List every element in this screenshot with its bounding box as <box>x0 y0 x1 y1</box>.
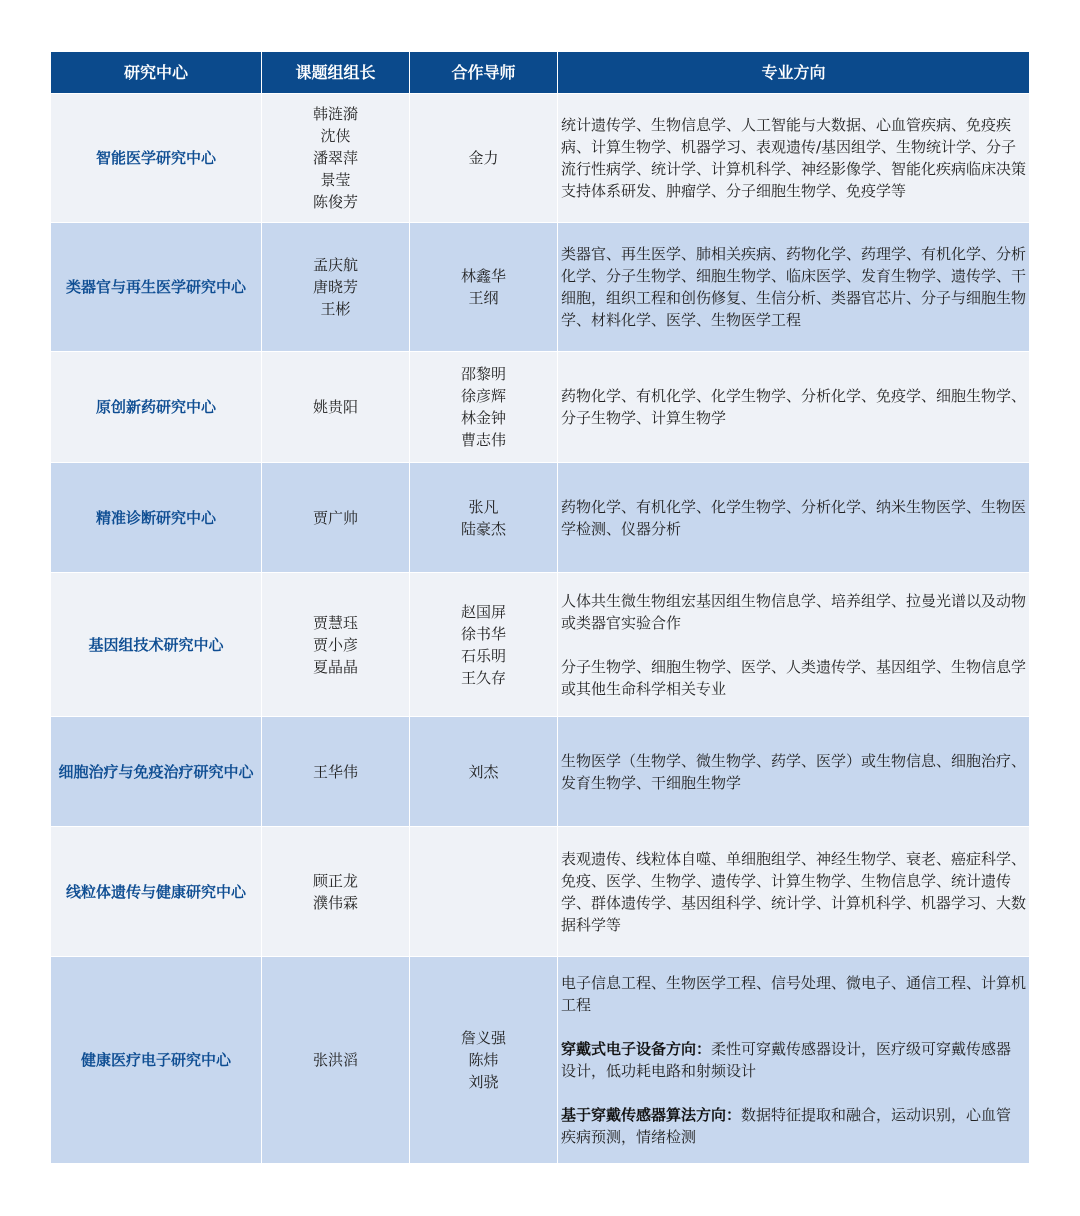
co-mentor-cell <box>410 573 558 717</box>
co-mentor-cell <box>410 827 558 957</box>
direction-cell <box>558 957 1029 1164</box>
group-leader: 张洪滔 <box>312 1051 358 1069</box>
group-leader-cell <box>262 94 410 223</box>
sub-direction <box>561 1038 1026 1082</box>
co-mentor: 林鑫华 <box>460 267 506 285</box>
co-mentor: 石乐明 <box>460 646 506 665</box>
direction-text: 统计遗传学、生物信息学、人工智能与大数据、心血管疾病、免疫疾病、计算生物学、机器学习、表观遗传/基因组学、生物统计学、分子流行性病学、统计学、计算机科学、神经影像学、智能化疾病临床决策支持体系研发、肿瘤学、分子细胞生物学、免疫学等 <box>561 116 1027 200</box>
group-leader-cell <box>262 717 410 827</box>
center-name-cell: 类器官与再生医学研究中心 <box>51 223 262 352</box>
center-name-cell: 细胞治疗与免疫治疗研究中心 <box>51 717 262 827</box>
group-leader-cell <box>262 352 410 463</box>
direction-cell <box>558 573 1029 717</box>
group-leader: 顾正龙 <box>312 871 358 890</box>
direction-cell <box>558 463 1029 573</box>
group-leader: 王华伟 <box>312 762 358 781</box>
group-leader: 景莹 <box>320 171 351 189</box>
co-mentor: 徐彦辉 <box>460 387 506 405</box>
group-leader: 陈俊芳 <box>312 193 358 211</box>
direction-text: 表观遗传、线粒体自噬、单细胞组学、神经生物学、衰老、癌症科学、免疫、医学、生物学、遗传学、计算生物学、生物信息学、统计遗传学、群体遗传学、基因组科学、统计学、计算机科学、机器学习、大数据科学等 <box>561 849 1027 934</box>
direction-cell <box>558 827 1029 957</box>
group-leader-cell <box>262 463 410 573</box>
group-leader-cell <box>262 573 410 717</box>
center-name-cell: 线粒体遗传与健康研究中心 <box>51 827 262 957</box>
group-leader-cell <box>262 223 410 352</box>
research-center-table <box>51 52 1029 1164</box>
center-name-cell: 基因组技术研究中心 <box>51 573 262 717</box>
sub-direction-text: 数据特征提取和融合，运动识别，心血管疾病预测，情绪检测 <box>561 1106 1012 1146</box>
group-leader: 濮伟霖 <box>312 893 358 912</box>
group-leader: 韩涟漪 <box>312 105 358 123</box>
group-leader: 潘翠萍 <box>312 149 358 167</box>
direction-text: 人体共生微生物组宏基因组生物信息学、培养组学、拉曼光谱以及动物或类器官实验合作 <box>561 591 1027 632</box>
co-mentor: 赵国屏 <box>460 602 506 621</box>
co-mentor: 詹义强 <box>460 1029 506 1047</box>
co-mentor: 邵黎明 <box>460 365 506 383</box>
sub-direction-label: 穿戴式电子设备方向： <box>561 1040 712 1058</box>
sub-direction <box>561 1104 1026 1148</box>
direction-text: 生物医学（生物学、微生物学、药学、医学）或生物信息、细胞治疗、发育生物学、干细胞生物学 <box>561 751 1027 792</box>
sub-direction-text: 柔性可穿戴传感器设计，医疗级可穿戴传感器设计，低功耗电路和射频设计 <box>561 1040 1012 1080</box>
center-name-cell: 智能医学研究中心 <box>51 94 262 223</box>
direction-cell <box>558 223 1029 352</box>
group-leader: 贾小彦 <box>312 635 358 654</box>
center-name-cell: 精准诊断研究中心 <box>51 463 262 573</box>
co-mentor: 徐书华 <box>460 624 506 643</box>
center-name-cell: 原创新药研究中心 <box>51 352 262 463</box>
direction-cell <box>558 352 1029 463</box>
co-mentor-cell <box>410 463 558 573</box>
direction-cell <box>558 94 1029 223</box>
group-leader: 贾慧珏 <box>312 613 358 632</box>
co-mentor: 陈炜 <box>468 1051 499 1069</box>
co-mentor-cell <box>410 957 558 1164</box>
group-leader: 孟庆航 <box>312 256 358 274</box>
direction-text: 分子生物学、细胞生物学、医学、人类遗传学、基因组学、生物信息学或其他生命科学相关专业 <box>561 657 1027 698</box>
sub-direction-label: 基于穿戴传感器算法方向： <box>561 1106 742 1124</box>
group-leader: 王彬 <box>320 300 351 318</box>
co-mentor: 陆豪杰 <box>460 519 506 538</box>
header-direction: 专业方向 <box>558 52 1029 94</box>
co-mentor: 曹志伟 <box>460 431 506 449</box>
group-leader: 沈侠 <box>320 127 351 145</box>
co-mentor: 王久存 <box>460 668 506 687</box>
co-mentor: 金力 <box>468 149 499 167</box>
group-leader-cell <box>262 957 410 1164</box>
group-leader: 贾广帅 <box>312 508 358 527</box>
direction-text: 药物化学、有机化学、化学生物学、分析化学、免疫学、细胞生物学、分子生物学、计算生物学 <box>561 387 1027 427</box>
header-leader: 课题组组长 <box>262 52 410 94</box>
group-leader: 夏晶晶 <box>312 657 358 676</box>
co-mentor: 张凡 <box>468 497 499 516</box>
co-mentor-cell <box>410 352 558 463</box>
header-center: 研究中心 <box>51 52 262 94</box>
co-mentor: 王纲 <box>468 289 499 307</box>
co-mentor: 刘骁 <box>468 1073 499 1091</box>
co-mentor-cell <box>410 223 558 352</box>
header-mentor: 合作导师 <box>410 52 558 94</box>
co-mentor-cell <box>410 94 558 223</box>
co-mentor: 林金钟 <box>460 409 506 427</box>
group-leader-cell <box>262 827 410 957</box>
group-leader: 唐晓芳 <box>312 278 358 296</box>
direction-text: 电子信息工程、生物医学工程、信号处理、微电子、通信工程、计算机工程 <box>561 974 1027 1014</box>
direction-cell <box>558 717 1029 827</box>
co-mentor: 刘杰 <box>468 762 499 781</box>
direction-text: 药物化学、有机化学、化学生物学、分析化学、纳米生物医学、生物医学检测、仪器分析 <box>561 497 1027 538</box>
co-mentor-cell <box>410 717 558 827</box>
center-name-cell: 健康医疗电子研究中心 <box>51 957 262 1164</box>
direction-text: 类器官、再生医学、肺相关疾病、药物化学、药理学、有机化学、分析化学、分子生物学、细胞生物学、临床医学、发育生物学、遗传学、干细胞，组织工程和创伤修复、生信分析、类器官芯片、分子与细胞生物学、材料化学、医学、生物医学工程 <box>561 245 1027 329</box>
group-leader: 姚贵阳 <box>312 398 358 416</box>
